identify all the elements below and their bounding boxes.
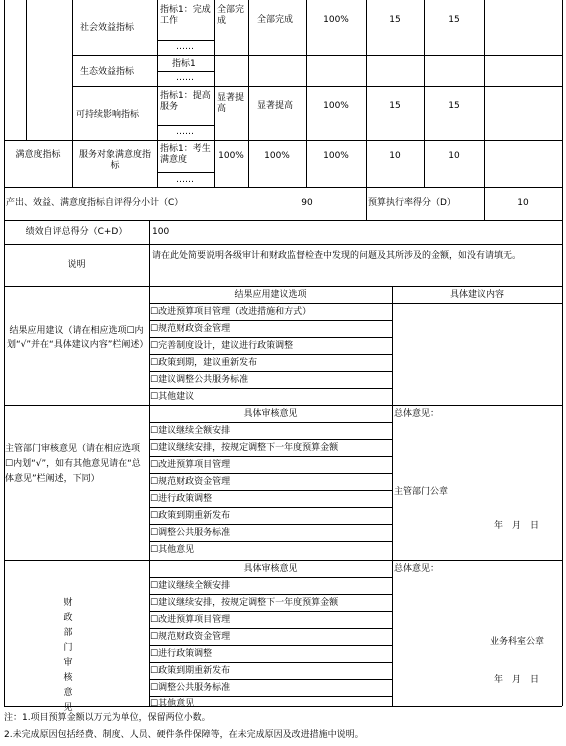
finance-review-label: 财政部门审核意见 [63, 598, 73, 713]
indicator-l2-label: 服务对象满意度指标 [78, 150, 151, 171]
indicator-weight: 15 [389, 101, 401, 111]
dept-review-label: 主管部门审核意见（请在相应选项☐内划“√”，如有其他意见请在“总体意见”栏阐述，下同） [5, 444, 141, 484]
indicator-l2-label: 社会效益指标 [80, 23, 135, 33]
apply-option-checkbox[interactable]: ☐ 规范财政资金管理 [150, 324, 230, 335]
dept-option-checkbox[interactable]: ☐ 进行政策调整 [150, 494, 212, 505]
indicator-rate: 100% [323, 15, 349, 25]
footnote: 2.未完成原因包括经费、制度、人员、硬件条件保障等，在未完成原因及改进措施中说明。 [4, 730, 364, 740]
dept-seal-label: 主管部门公章 [394, 487, 449, 497]
indicator-name: 指标1 [172, 59, 196, 69]
explain-text: 请在此处简要说明各级审计和财政监督检查中发现的问题及其所涉及的金额，如没有请填无。 [152, 251, 522, 261]
dept-option-checkbox[interactable]: ☐ 调整公共服务标准 [150, 528, 230, 539]
indicator-rate: 100% [323, 101, 349, 111]
finance-date-label: 年 月 日 [494, 675, 540, 685]
finance-option-checkbox[interactable]: ☐ 建议继续安排，按规定调整下一年度预算金额 [150, 598, 338, 609]
apply-option-checkbox[interactable]: ☐ 其他建议 [150, 392, 194, 403]
indicator-actual: 全部完成 [257, 15, 294, 25]
indicator-name: 指标1：提高服务 [160, 91, 211, 112]
indicator-weight: 10 [389, 151, 401, 161]
finance-review-header: 具体审核意见 [243, 564, 298, 574]
finance-option-checkbox[interactable]: ☐ 进行政策调整 [150, 649, 212, 660]
apply-option-checkbox[interactable]: ☐ 建议调整公共服务标准 [150, 375, 248, 386]
indicator-name: 指标1：考生满意度 [160, 144, 211, 165]
dept-option-checkbox[interactable]: ☐ 改进预算项目管理 [150, 460, 230, 471]
ellipsis: …… [176, 42, 194, 52]
dept-option-checkbox[interactable]: ☐ 建议继续安排，按规定调整下一年度预算金额 [150, 443, 338, 454]
finance-option-checkbox[interactable]: ☐ 改进预算项目管理 [150, 615, 230, 626]
indicator-actual: 显著提高 [257, 101, 294, 111]
indicator-l2-label: 生态效益指标 [80, 67, 135, 77]
total-label: 绩效自评总得分（C+D） [25, 227, 128, 237]
finance-seal-label: 业务科室公章 [490, 637, 545, 647]
dept-option-checkbox[interactable]: ☐ 其他意见 [150, 545, 194, 556]
ellipsis: …… [176, 175, 194, 185]
dept-option-checkbox[interactable]: ☐ 政策到期重新发布 [150, 511, 230, 522]
indicator-actual: 100% [264, 151, 290, 161]
indicator-weight: 15 [389, 15, 401, 25]
dept-overall-label: 总体意见： [394, 409, 440, 419]
ellipsis: …… [176, 73, 194, 83]
footnote: 注：1.项目预算金额以万元为单位，保留两位小数。 [4, 713, 211, 723]
indicator-score: 15 [448, 101, 460, 111]
explain-label: 说明 [67, 260, 86, 270]
apply-option-checkbox[interactable]: ☐ 完善制度设计，建议进行政策调整 [150, 341, 293, 352]
subtotal-label: 产出、效益、满意度指标自评得分小计（C） [6, 198, 184, 208]
dept-review-header: 具体审核意见 [243, 409, 298, 419]
finance-option-checkbox[interactable]: ☐ 规范财政资金管理 [150, 632, 230, 643]
dept-date-label: 年 月 日 [494, 521, 540, 531]
apply-content-header: 具体建议内容 [449, 290, 504, 300]
apply-option-checkbox[interactable]: ☐ 政策到期，建议重新发布 [150, 358, 257, 369]
indicator-target: 全部完成 [217, 5, 245, 26]
apply-options-header: 结果应用建议选项 [234, 290, 307, 300]
finance-overall-label: 总体意见： [394, 564, 440, 574]
budget-rate-value: 10 [517, 198, 529, 208]
budget-rate-label: 预算执行率得分（D） [368, 198, 456, 208]
indicator-target: 显著提高 [217, 93, 245, 114]
apply-option-checkbox[interactable]: ☐ 改进预算项目管理（改进措施和方式） [150, 307, 311, 318]
ellipsis: …… [176, 127, 194, 137]
finance-option-checkbox[interactable]: ☐ 建议继续全额安排 [150, 581, 230, 592]
finance-option-checkbox[interactable]: ☐ 调整公共服务标准 [150, 683, 230, 694]
dept-option-checkbox[interactable]: ☐ 建议继续全额安排 [150, 426, 230, 437]
finance-option-checkbox[interactable]: ☐ 政策到期重新发布 [150, 666, 230, 677]
indicator-score: 10 [448, 151, 460, 161]
total-value: 100 [152, 227, 170, 237]
apply-label: 结果应用建议（请在相应选项☐内划“√”并在“具体建议内容”栏阐述） [7, 326, 149, 350]
subtotal-value: 90 [301, 198, 313, 208]
indicator-score: 15 [448, 15, 460, 25]
finance-option-checkbox[interactable]: ☐ 其他意见 [150, 699, 194, 710]
satisfaction-label: 满意度指标 [15, 150, 61, 160]
indicator-target: 100% [218, 151, 244, 161]
indicator-rate: 100% [323, 151, 349, 161]
indicator-name: 指标1：完成工作 [160, 5, 211, 26]
dept-option-checkbox[interactable]: ☐ 规范财政资金管理 [150, 477, 230, 488]
indicator-l2-label: 可持续影响指标 [76, 110, 140, 120]
